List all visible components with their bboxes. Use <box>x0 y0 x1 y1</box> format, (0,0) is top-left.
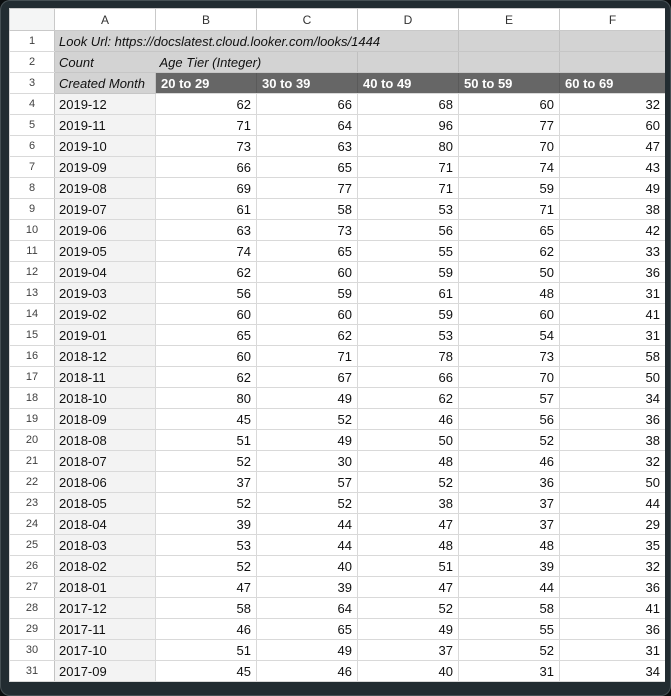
value-cell[interactable]: 35 <box>560 535 666 556</box>
value-cell[interactable]: 31 <box>560 325 666 346</box>
value-cell[interactable]: 45 <box>156 409 257 430</box>
value-cell[interactable]: 58 <box>257 199 358 220</box>
count-label-cell[interactable]: Count <box>55 52 156 73</box>
row-number[interactable]: 15 <box>10 325 55 346</box>
row-number[interactable]: 3 <box>10 73 55 94</box>
table-row <box>10 94 666 115</box>
row-number[interactable]: 17 <box>10 367 55 388</box>
value-cell[interactable]: 36 <box>560 262 666 283</box>
value-cell[interactable]: 78 <box>358 346 459 367</box>
tier-header-cell[interactable]: 40 to 49 <box>358 73 459 94</box>
row-number[interactable]: 30 <box>10 640 55 661</box>
value-cell[interactable]: 73 <box>257 220 358 241</box>
value-cell[interactable]: 56 <box>459 409 560 430</box>
table-row <box>10 136 666 157</box>
value-cell[interactable]: 52 <box>358 472 459 493</box>
value-cell[interactable]: 52 <box>156 493 257 514</box>
value-cell[interactable]: 31 <box>560 640 666 661</box>
value-cell[interactable]: 61 <box>358 283 459 304</box>
table-row <box>10 661 666 682</box>
value-cell[interactable]: 30 <box>257 451 358 472</box>
sheet-grid <box>9 8 665 682</box>
value-cell[interactable]: 96 <box>358 115 459 136</box>
value-cell[interactable]: 63 <box>156 220 257 241</box>
month-cell[interactable]: 2019-06 <box>55 220 156 241</box>
row-number[interactable]: 4 <box>10 94 55 115</box>
value-cell[interactable]: 56 <box>156 283 257 304</box>
month-cell[interactable]: 2017-12 <box>55 598 156 619</box>
row-number[interactable]: 14 <box>10 304 55 325</box>
value-cell[interactable]: 38 <box>358 493 459 514</box>
value-cell[interactable]: 58 <box>156 598 257 619</box>
tier-header-cell[interactable]: 30 to 39 <box>257 73 358 94</box>
value-cell[interactable]: 44 <box>560 493 666 514</box>
row-number[interactable]: 18 <box>10 388 55 409</box>
value-cell[interactable]: 34 <box>560 661 666 682</box>
table-row <box>10 157 666 178</box>
row-number[interactable]: 31 <box>10 661 55 682</box>
value-cell[interactable]: 60 <box>459 304 560 325</box>
value-cell[interactable]: 51 <box>156 640 257 661</box>
value-cell[interactable]: 60 <box>156 304 257 325</box>
value-cell[interactable]: 50 <box>560 367 666 388</box>
table-row <box>10 409 666 430</box>
column-header-f[interactable]: F <box>560 9 666 31</box>
value-cell[interactable]: 47 <box>358 514 459 535</box>
empty-gray-cell[interactable] <box>459 31 560 52</box>
row-number[interactable]: 23 <box>10 493 55 514</box>
value-cell[interactable]: 68 <box>358 94 459 115</box>
month-cell[interactable]: 2018-06 <box>55 472 156 493</box>
value-cell[interactable]: 36 <box>459 472 560 493</box>
table-row <box>10 598 666 619</box>
value-cell[interactable]: 32 <box>560 94 666 115</box>
value-cell[interactable]: 41 <box>560 304 666 325</box>
table-row <box>10 304 666 325</box>
value-cell[interactable]: 47 <box>156 577 257 598</box>
table-row <box>10 556 666 577</box>
value-cell[interactable]: 73 <box>459 346 560 367</box>
row-number[interactable]: 7 <box>10 157 55 178</box>
value-cell[interactable]: 42 <box>560 220 666 241</box>
value-cell[interactable]: 65 <box>156 325 257 346</box>
value-cell[interactable]: 52 <box>257 493 358 514</box>
value-cell[interactable]: 44 <box>257 535 358 556</box>
value-cell[interactable]: 77 <box>459 115 560 136</box>
value-cell[interactable]: 36 <box>560 409 666 430</box>
value-cell[interactable]: 62 <box>156 94 257 115</box>
value-cell[interactable]: 49 <box>257 640 358 661</box>
value-cell[interactable]: 59 <box>257 283 358 304</box>
value-cell[interactable]: 52 <box>156 556 257 577</box>
value-cell[interactable]: 46 <box>358 409 459 430</box>
row-number[interactable]: 11 <box>10 241 55 262</box>
value-cell[interactable]: 60 <box>560 115 666 136</box>
value-cell[interactable]: 39 <box>156 514 257 535</box>
value-cell[interactable]: 53 <box>358 199 459 220</box>
value-cell[interactable]: 80 <box>156 388 257 409</box>
month-cell[interactable]: 2017-10 <box>55 640 156 661</box>
value-cell[interactable]: 39 <box>459 556 560 577</box>
row-number[interactable]: 2 <box>10 52 55 73</box>
month-cell[interactable]: 2019-07 <box>55 199 156 220</box>
value-cell[interactable]: 53 <box>156 535 257 556</box>
value-cell[interactable]: 52 <box>358 598 459 619</box>
value-cell[interactable]: 38 <box>560 430 666 451</box>
value-cell[interactable]: 66 <box>156 157 257 178</box>
column-header-e[interactable]: E <box>459 9 560 31</box>
month-cell[interactable]: 2018-01 <box>55 577 156 598</box>
value-cell[interactable]: 38 <box>560 199 666 220</box>
value-cell[interactable]: 52 <box>459 640 560 661</box>
value-cell[interactable]: 58 <box>459 598 560 619</box>
table-row <box>10 220 666 241</box>
value-cell[interactable]: 50 <box>358 430 459 451</box>
row-number[interactable]: 22 <box>10 472 55 493</box>
column-header-d[interactable]: D <box>358 9 459 31</box>
value-cell[interactable]: 48 <box>358 451 459 472</box>
row-number[interactable]: 27 <box>10 577 55 598</box>
row-number[interactable]: 1 <box>10 31 55 52</box>
row-number[interactable]: 29 <box>10 619 55 640</box>
month-cell[interactable]: 2018-10 <box>55 388 156 409</box>
value-cell[interactable]: 71 <box>358 178 459 199</box>
value-cell[interactable]: 56 <box>358 220 459 241</box>
value-cell[interactable]: 34 <box>560 388 666 409</box>
value-cell[interactable]: 52 <box>156 451 257 472</box>
month-cell[interactable]: 2018-12 <box>55 346 156 367</box>
month-cell[interactable]: 2019-05 <box>55 241 156 262</box>
value-cell[interactable]: 36 <box>560 577 666 598</box>
value-cell[interactable]: 44 <box>459 577 560 598</box>
row-number[interactable]: 19 <box>10 409 55 430</box>
value-cell[interactable]: 59 <box>358 262 459 283</box>
month-cell[interactable]: 2019-10 <box>55 136 156 157</box>
value-cell[interactable]: 37 <box>459 493 560 514</box>
value-cell[interactable]: 64 <box>257 598 358 619</box>
value-cell[interactable]: 46 <box>156 619 257 640</box>
month-cell[interactable]: 2019-01 <box>55 325 156 346</box>
table-row <box>10 388 666 409</box>
value-cell[interactable]: 64 <box>257 115 358 136</box>
month-cell[interactable]: 2019-03 <box>55 283 156 304</box>
value-cell[interactable]: 33 <box>560 241 666 262</box>
value-cell[interactable]: 71 <box>358 157 459 178</box>
table-row <box>10 514 666 535</box>
value-cell[interactable]: 52 <box>257 409 358 430</box>
value-cell[interactable]: 65 <box>257 157 358 178</box>
month-cell[interactable]: 2018-09 <box>55 409 156 430</box>
value-cell[interactable]: 58 <box>560 346 666 367</box>
value-cell[interactable]: 66 <box>358 367 459 388</box>
value-cell[interactable]: 70 <box>459 367 560 388</box>
value-cell[interactable]: 60 <box>257 262 358 283</box>
look-url-cell[interactable]: Look Url: https://docslatest.cloud.looker.com/looks/1444 <box>55 31 459 52</box>
value-cell[interactable]: 29 <box>560 514 666 535</box>
spreadsheet <box>9 8 665 682</box>
month-cell[interactable]: 2019-12 <box>55 94 156 115</box>
row-number[interactable]: 5 <box>10 115 55 136</box>
table-row <box>10 325 666 346</box>
column-header-row <box>10 9 666 31</box>
row-number[interactable]: 9 <box>10 199 55 220</box>
value-cell[interactable]: 49 <box>257 388 358 409</box>
table-row <box>10 493 666 514</box>
row-number[interactable]: 20 <box>10 430 55 451</box>
value-cell[interactable]: 61 <box>156 199 257 220</box>
month-cell[interactable]: 2018-02 <box>55 556 156 577</box>
value-cell[interactable]: 80 <box>358 136 459 157</box>
table-row <box>10 472 666 493</box>
value-cell[interactable]: 32 <box>560 451 666 472</box>
row-number[interactable]: 12 <box>10 262 55 283</box>
value-cell[interactable]: 70 <box>459 136 560 157</box>
value-cell[interactable]: 50 <box>459 262 560 283</box>
month-cell[interactable]: 2019-04 <box>55 262 156 283</box>
value-cell[interactable]: 71 <box>459 199 560 220</box>
month-cell[interactable]: 2019-09 <box>55 157 156 178</box>
value-cell[interactable]: 77 <box>257 178 358 199</box>
value-cell[interactable]: 51 <box>156 430 257 451</box>
row-number[interactable]: 25 <box>10 535 55 556</box>
value-cell[interactable]: 60 <box>459 94 560 115</box>
value-cell[interactable]: 69 <box>156 178 257 199</box>
empty-gray-cell[interactable] <box>560 52 666 73</box>
value-cell[interactable]: 46 <box>257 661 358 682</box>
month-cell[interactable]: 2017-09 <box>55 661 156 682</box>
tier-header-cell[interactable]: 20 to 29 <box>156 73 257 94</box>
row-number[interactable]: 6 <box>10 136 55 157</box>
table-row <box>10 262 666 283</box>
value-cell[interactable]: 63 <box>257 136 358 157</box>
table-row <box>10 535 666 556</box>
value-cell[interactable]: 65 <box>459 220 560 241</box>
row-number[interactable]: 16 <box>10 346 55 367</box>
value-cell[interactable]: 40 <box>257 556 358 577</box>
month-cell[interactable]: 2018-04 <box>55 514 156 535</box>
value-cell[interactable]: 55 <box>358 241 459 262</box>
column-header-a[interactable]: A <box>55 9 156 31</box>
value-cell[interactable]: 52 <box>459 430 560 451</box>
value-cell[interactable]: 62 <box>156 262 257 283</box>
table-row <box>10 577 666 598</box>
value-cell[interactable]: 53 <box>358 325 459 346</box>
value-cell[interactable]: 50 <box>560 472 666 493</box>
table-row <box>10 619 666 640</box>
value-cell[interactable]: 37 <box>459 514 560 535</box>
value-cell[interactable]: 62 <box>358 388 459 409</box>
row-number[interactable]: 28 <box>10 598 55 619</box>
table-row <box>10 241 666 262</box>
empty-gray-cell[interactable] <box>459 52 560 73</box>
table-row <box>10 451 666 472</box>
value-cell[interactable]: 39 <box>257 577 358 598</box>
table-row-tier-headers <box>10 73 666 94</box>
value-cell[interactable]: 60 <box>257 304 358 325</box>
tier-header-cell[interactable]: 50 to 59 <box>459 73 560 94</box>
table-row <box>10 640 666 661</box>
tier-header-cell[interactable]: 60 to 69 <box>560 73 666 94</box>
age-tier-label-cell[interactable]: Age Tier (Integer) <box>156 52 358 73</box>
value-cell[interactable]: 65 <box>257 619 358 640</box>
table-row-look-url <box>10 31 666 52</box>
empty-gray-cell[interactable] <box>560 31 666 52</box>
column-header-b[interactable]: B <box>156 9 257 31</box>
value-cell[interactable]: 59 <box>459 178 560 199</box>
row-number[interactable]: 8 <box>10 178 55 199</box>
month-cell[interactable]: 2018-03 <box>55 535 156 556</box>
value-cell[interactable]: 62 <box>459 241 560 262</box>
value-cell[interactable]: 67 <box>257 367 358 388</box>
table-row <box>10 367 666 388</box>
value-cell[interactable]: 49 <box>358 619 459 640</box>
month-cell[interactable]: 2019-11 <box>55 115 156 136</box>
value-cell[interactable]: 57 <box>459 388 560 409</box>
table-row <box>10 346 666 367</box>
value-cell[interactable]: 49 <box>257 430 358 451</box>
month-cell[interactable]: 2018-11 <box>55 367 156 388</box>
value-cell[interactable]: 47 <box>358 577 459 598</box>
value-cell[interactable]: 36 <box>560 619 666 640</box>
value-cell[interactable]: 62 <box>156 367 257 388</box>
value-cell[interactable]: 74 <box>459 157 560 178</box>
column-header-c[interactable]: C <box>257 9 358 31</box>
month-cell[interactable]: 2019-08 <box>55 178 156 199</box>
value-cell[interactable]: 31 <box>560 283 666 304</box>
value-cell[interactable]: 59 <box>358 304 459 325</box>
value-cell[interactable]: 31 <box>459 661 560 682</box>
month-cell[interactable]: 2018-08 <box>55 430 156 451</box>
value-cell[interactable]: 44 <box>257 514 358 535</box>
row-number[interactable]: 24 <box>10 514 55 535</box>
row-number[interactable]: 13 <box>10 283 55 304</box>
value-cell[interactable]: 37 <box>156 472 257 493</box>
value-cell[interactable]: 71 <box>156 115 257 136</box>
value-cell[interactable]: 60 <box>156 346 257 367</box>
table-row-measure-labels <box>10 52 666 73</box>
created-month-header-cell[interactable]: Created Month <box>55 73 156 94</box>
row-number[interactable]: 26 <box>10 556 55 577</box>
table-row <box>10 199 666 220</box>
table-row <box>10 430 666 451</box>
month-cell[interactable]: 2018-05 <box>55 493 156 514</box>
value-cell[interactable]: 74 <box>156 241 257 262</box>
table-row <box>10 283 666 304</box>
sheet-rows <box>10 31 666 682</box>
value-cell[interactable]: 32 <box>560 556 666 577</box>
value-cell[interactable]: 37 <box>358 640 459 661</box>
value-cell[interactable]: 48 <box>459 283 560 304</box>
value-cell[interactable]: 66 <box>257 94 358 115</box>
value-cell[interactable]: 40 <box>358 661 459 682</box>
empty-gray-cell[interactable] <box>358 52 459 73</box>
value-cell[interactable]: 57 <box>257 472 358 493</box>
value-cell[interactable]: 71 <box>257 346 358 367</box>
value-cell[interactable]: 48 <box>459 535 560 556</box>
select-all-corner[interactable] <box>10 9 55 31</box>
value-cell[interactable]: 48 <box>358 535 459 556</box>
value-cell[interactable]: 46 <box>459 451 560 472</box>
value-cell[interactable]: 45 <box>156 661 257 682</box>
value-cell[interactable]: 55 <box>459 619 560 640</box>
value-cell[interactable]: 54 <box>459 325 560 346</box>
month-cell[interactable]: 2017-11 <box>55 619 156 640</box>
value-cell[interactable]: 43 <box>560 157 666 178</box>
value-cell[interactable]: 51 <box>358 556 459 577</box>
value-cell[interactable]: 41 <box>560 598 666 619</box>
value-cell[interactable]: 47 <box>560 136 666 157</box>
table-row <box>10 115 666 136</box>
row-number[interactable]: 21 <box>10 451 55 472</box>
value-cell[interactable]: 62 <box>257 325 358 346</box>
value-cell[interactable]: 65 <box>257 241 358 262</box>
month-cell[interactable]: 2018-07 <box>55 451 156 472</box>
value-cell[interactable]: 73 <box>156 136 257 157</box>
month-cell[interactable]: 2019-02 <box>55 304 156 325</box>
table-row <box>10 178 666 199</box>
row-number[interactable]: 10 <box>10 220 55 241</box>
value-cell[interactable]: 49 <box>560 178 666 199</box>
